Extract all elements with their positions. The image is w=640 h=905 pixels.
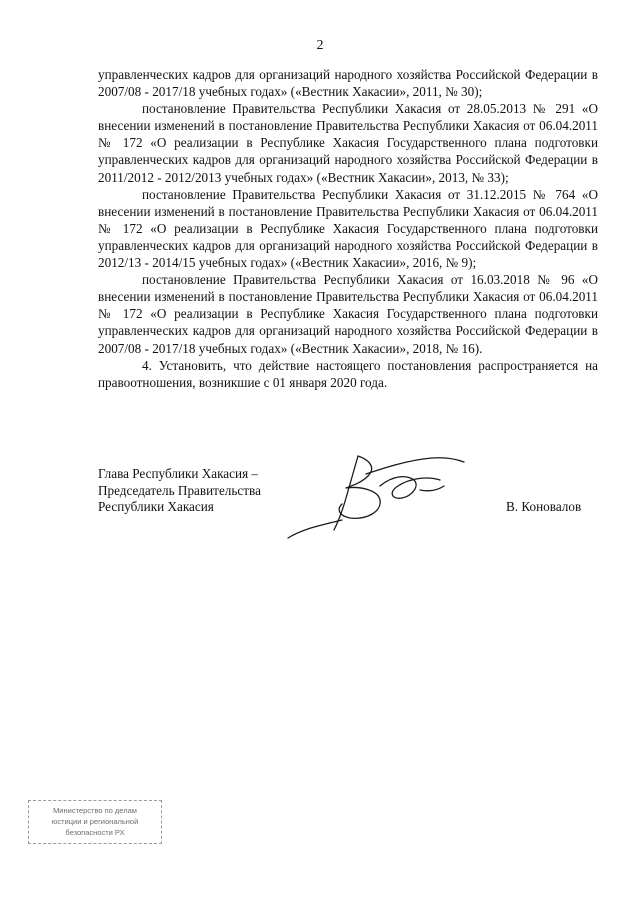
paragraph-item-4: 4. Установить, что действие настоящего постановления распространяется на правоотношения, возникшие с 01 января 2020 года.: [98, 357, 598, 390]
stamp-line: Министерство по делам: [53, 806, 137, 815]
stamp-line: безопасности РХ: [65, 828, 125, 837]
signatory-line: Республики Хакасия: [98, 499, 214, 514]
stamp-line: юстиции и региональной: [51, 817, 139, 826]
registration-stamp: [28, 800, 162, 844]
document-body: [98, 66, 598, 391]
signatory-line: Глава Республики Хакасия –: [98, 466, 259, 481]
signatory-name: В. Коновалов: [506, 499, 582, 514]
page-number: 2: [316, 38, 324, 53]
paragraph-continuation: управленческих кадров для организаций народного хозяйства Российской Федерации в 2007/08 - 2017/18 учебных годах» («Вестник Хакасии», 2011, № 30);: [98, 67, 598, 100]
signatory-line: Председатель Правительства: [98, 482, 261, 498]
paragraph-resolution-96: постановление Правительства Республики Хакасия от 16.03.2018 № 96 «О внесении изменений в постановление Правительства Республики Хакасия от 06.04.2011 № 172 «О реализации в Республике Хакасия Государственного плана подготовки управленческих кадров для организаций народного хозяйства Российской Федерации в 2007/08 - 2017/18 учебных годах» («Вестник Хакасии», 2018, № 16).: [98, 272, 598, 356]
paragraph-resolution-764: постановление Правительства Республики Хакасия от 31.12.2015 № 764 «О внесении изменений в постановление Правительства Республики Хакасия от 06.04.2011 № 172 «О реализации в Республике Хакасия Государственного плана подготовки управленческих кадров для организаций народного хозяйства Российской Федерации в 2012/13 - 2014/15 учебных годах» («Вестник Хакасии», 2016, № 9);: [98, 186, 598, 271]
handwritten-signature: [280, 446, 480, 546]
signatory-title: [98, 466, 261, 516]
paragraph-resolution-291: постановление Правительства Республики Хакасия от 28.05.2013 № 291 «О внесении изменений в постановление Правительства Республики Хакасия от 06.04.2011 № 172 «О реализации в Республике Хакасия Государственного плана подготовки управленческих кадров для организаций народного хозяйства Российской Федерации в 2011/2012 - 2012/2013 учебных годах» («Вестник Хакасии», 2013, № 33);: [98, 101, 598, 185]
